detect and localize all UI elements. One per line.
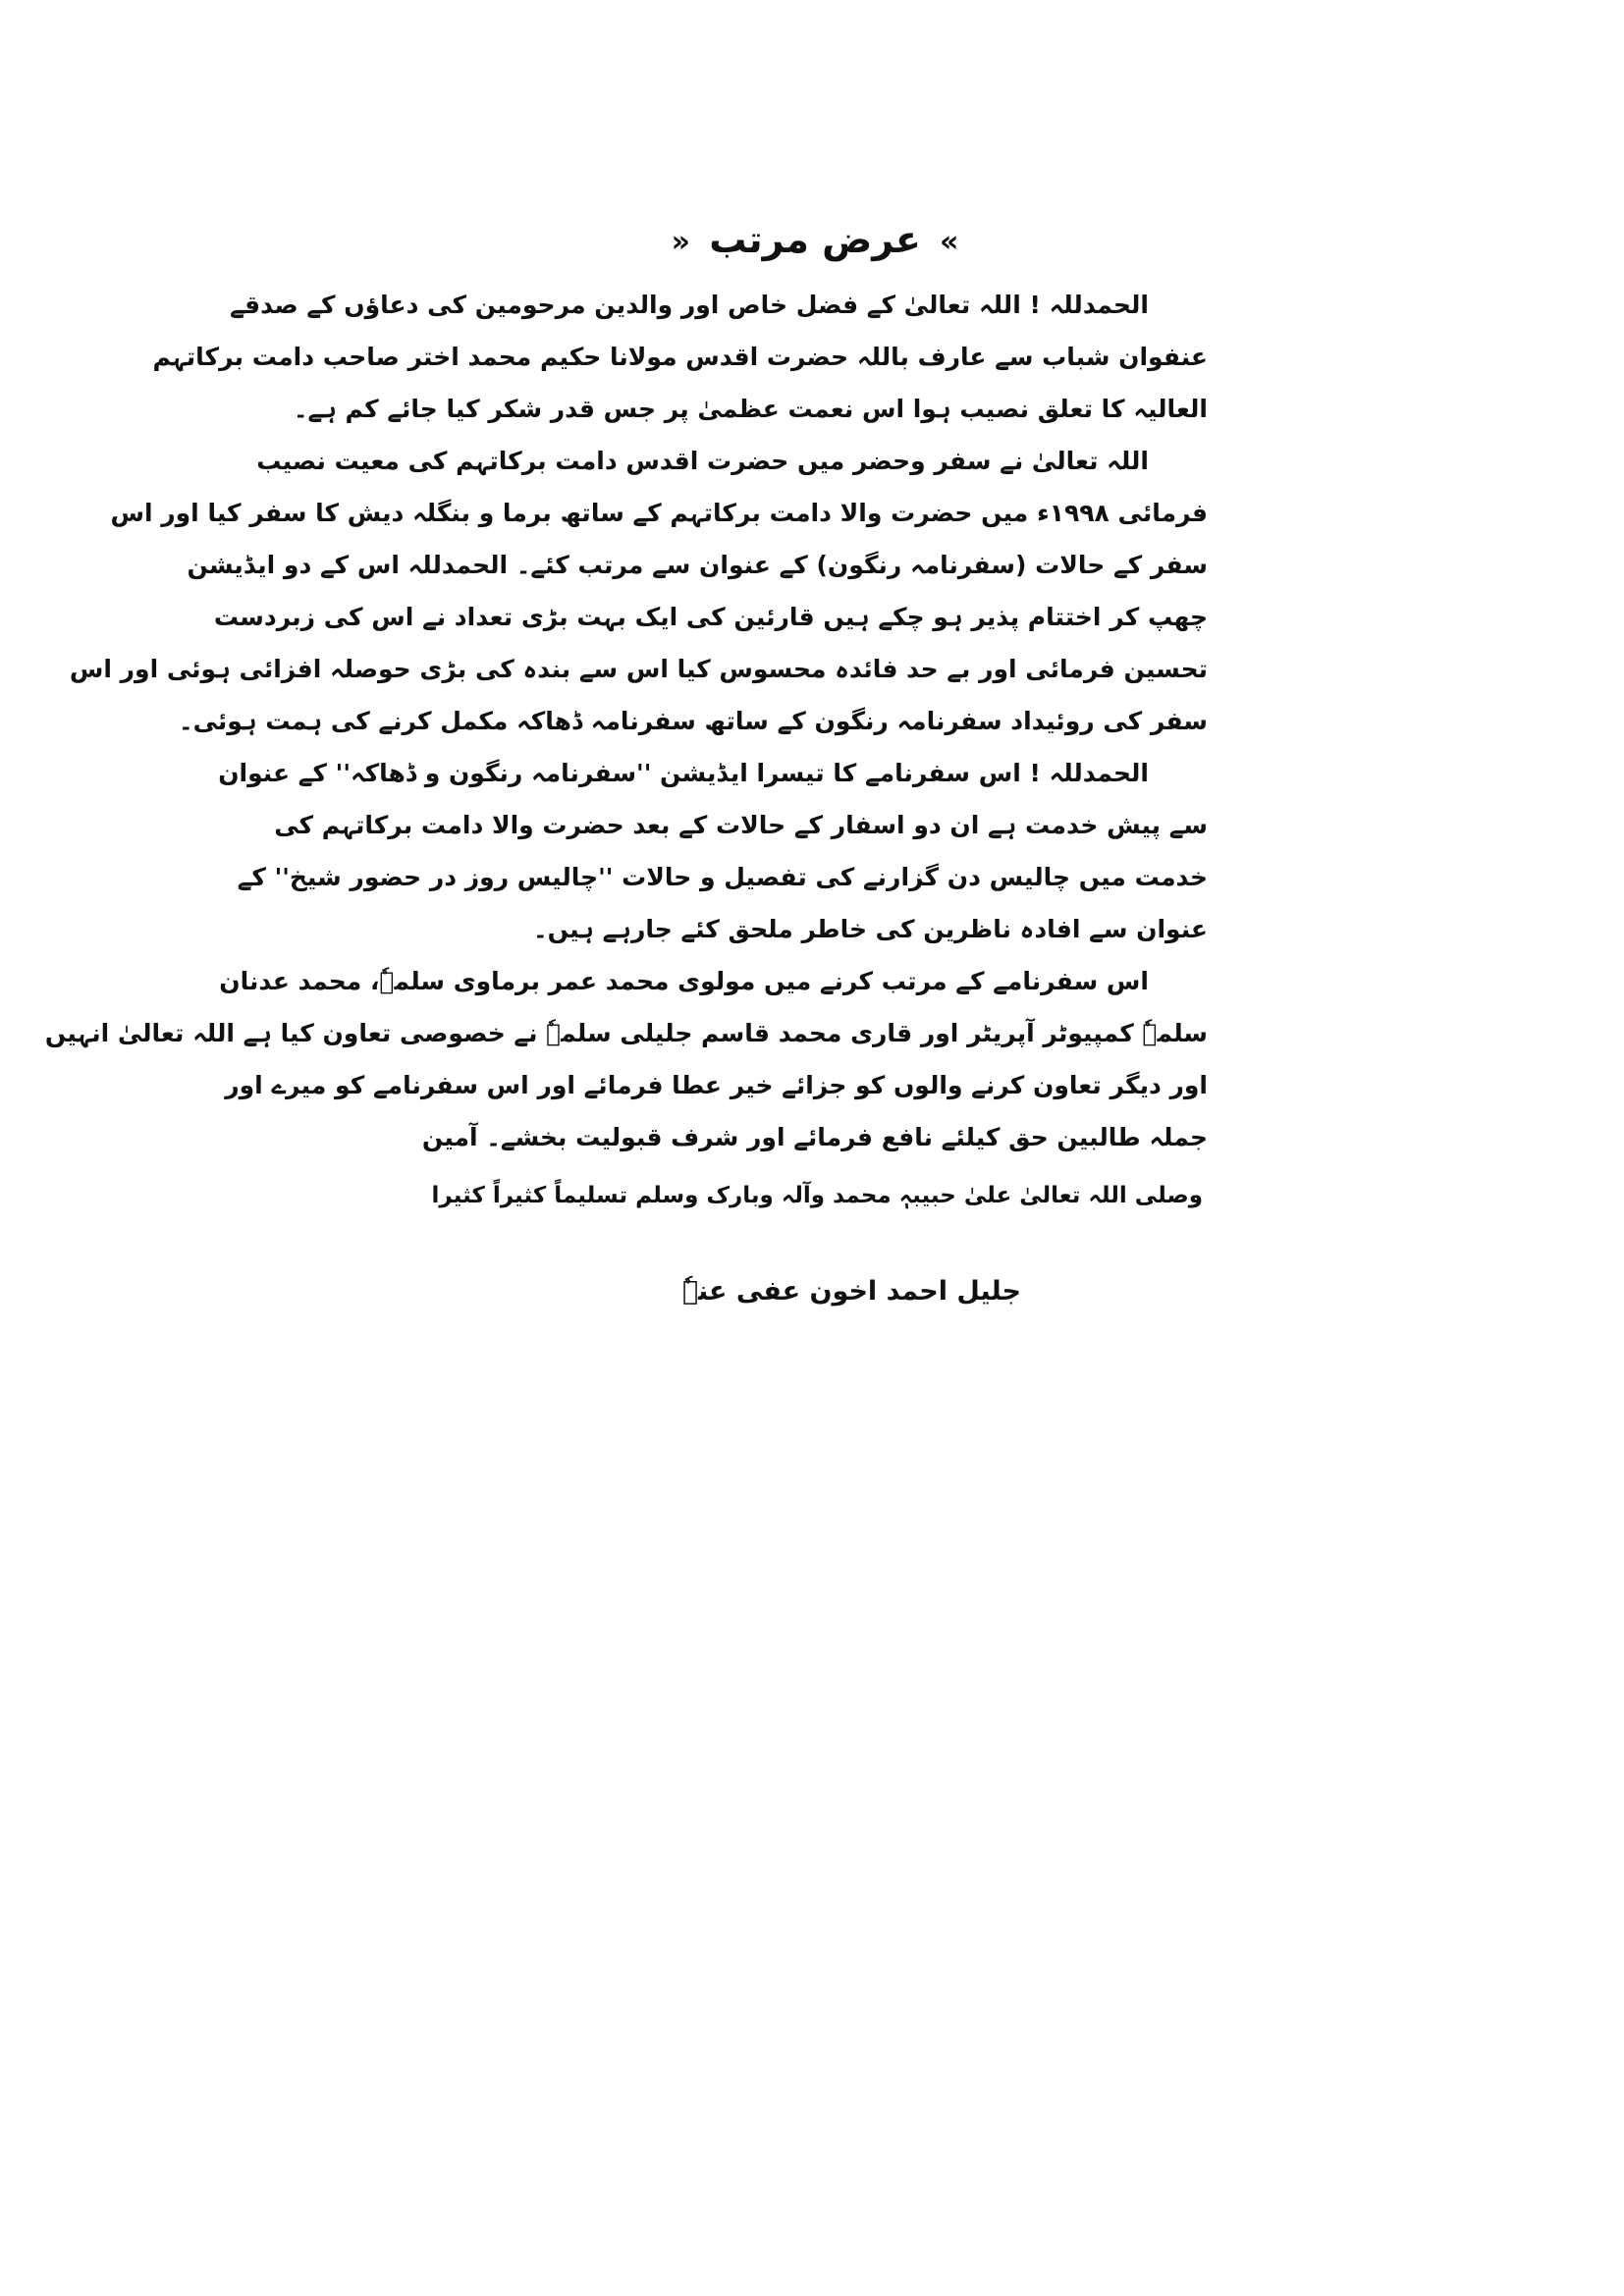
paragraph-line-17: جملہ طالبین حق کیلئے نافع فرمائے اور شرف قبولیت بخشے۔ آمین: [421, 1123, 1208, 1151]
ornament-left-icon: «: [671, 225, 690, 259]
page-title: [432, 218, 1198, 261]
paragraph-line-14: اس سفرنامے کے مرتب کرنے میں مولوی محمد عمر برماوی سلمہٗ، محمد عدنان: [219, 967, 1149, 995]
title-text: عرض مرتب: [709, 218, 921, 261]
paragraph-line-3: العالیہ کا تعلق نصیب ہوا اس نعمت عظمیٰ پر جس قدر شکر کیا جائے کم ہے۔: [293, 395, 1208, 423]
paragraph-line-11: سے پیش خدمت ہے ان دو اسفار کے حالات کے بعد حضرت والا دامت برکاتہم کی: [274, 811, 1208, 839]
paragraph-line-15: سلمہٗ کمپیوٹر آپریٹر اور قاری محمد قاسم جلیلی سلمہٗ نے خصوصی تعاون کیا ہے اللہ تعالیٰ انہیں: [44, 1019, 1208, 1047]
paragraph-line-8: تحسین فرمائی اور بے حد فائدہ محسوس کیا اس سے بندہ کی بڑی حوصلہ افزائی ہوئی اور اس: [69, 655, 1208, 683]
paragraph-line-7: چھپ کر اختتام پذیر ہو چکے ہیں قارئین کی ایک بہت بڑی تعداد نے اس کی زبردست: [213, 603, 1208, 631]
paragraph-line-1: الحمدللہ ! اللہ تعالیٰ کے فضل خاص اور والدین مرحومین کی دعاؤں کے صدقے: [230, 291, 1149, 319]
paragraph-line-12: خدمت میں چالیس دن گزارنے کی تفصیل و حالات ''چالیس روز در حضور شیخ'' کے: [237, 863, 1208, 891]
paragraph-line-16: اور دیگر تعاون کرنے والوں کو جزائے خیر عطا فرمائے اور اس سفرنامے کو میرے اور: [225, 1071, 1208, 1099]
ornament-right-icon: »: [940, 225, 959, 259]
author-signature: جلیل احمد اخون عفی عنہٗ: [681, 1276, 1021, 1307]
paragraph-line-9: سفر کی روئیداد سفرنامہ رنگون کے ساتھ سفرنامہ ڈھاکہ مکمل کرنے کی ہمت ہوئی۔: [178, 707, 1208, 735]
paragraph-line-2: عنفوان شباب سے عارف باللہ حضرت اقدس مولانا حکیم محمد اختر صاحب دامت برکاتہم: [152, 343, 1208, 371]
paragraph-line-4: اللہ تعالیٰ نے سفر وحضر میں حضرت اقدس دامت برکاتہم کی معیت نصیب: [256, 447, 1149, 475]
paragraph-line-13: عنوان سے افادہ ناظرین کی خاطر ملحق کئے جارہے ہیں۔: [532, 915, 1208, 943]
paragraph-line-6: سفر کے حالات (سفرنامہ رنگون) کے عنوان سے مرتب کئے۔ الحمدللہ اس کے دو ایڈیشن: [187, 551, 1208, 579]
paragraph-line-5: فرمائی ۱۹۹۸ء میں حضرت والا دامت برکاتہم کے ساتھ برما و بنگلہ دیش کا سفر کیا اور اس: [110, 499, 1208, 527]
benediction-line: وصلی اللہ تعالیٰ علیٰ حبیبہٖ محمد وآلہ وبارک وسلم تسلیماً کثیراً کثیرا: [431, 1183, 1203, 1208]
paragraph-line-10: الحمدللہ ! اس سفرنامے کا تیسرا ایڈیشن ''سفرنامہ رنگون و ڈھاکہ'' کے عنوان: [218, 759, 1149, 787]
